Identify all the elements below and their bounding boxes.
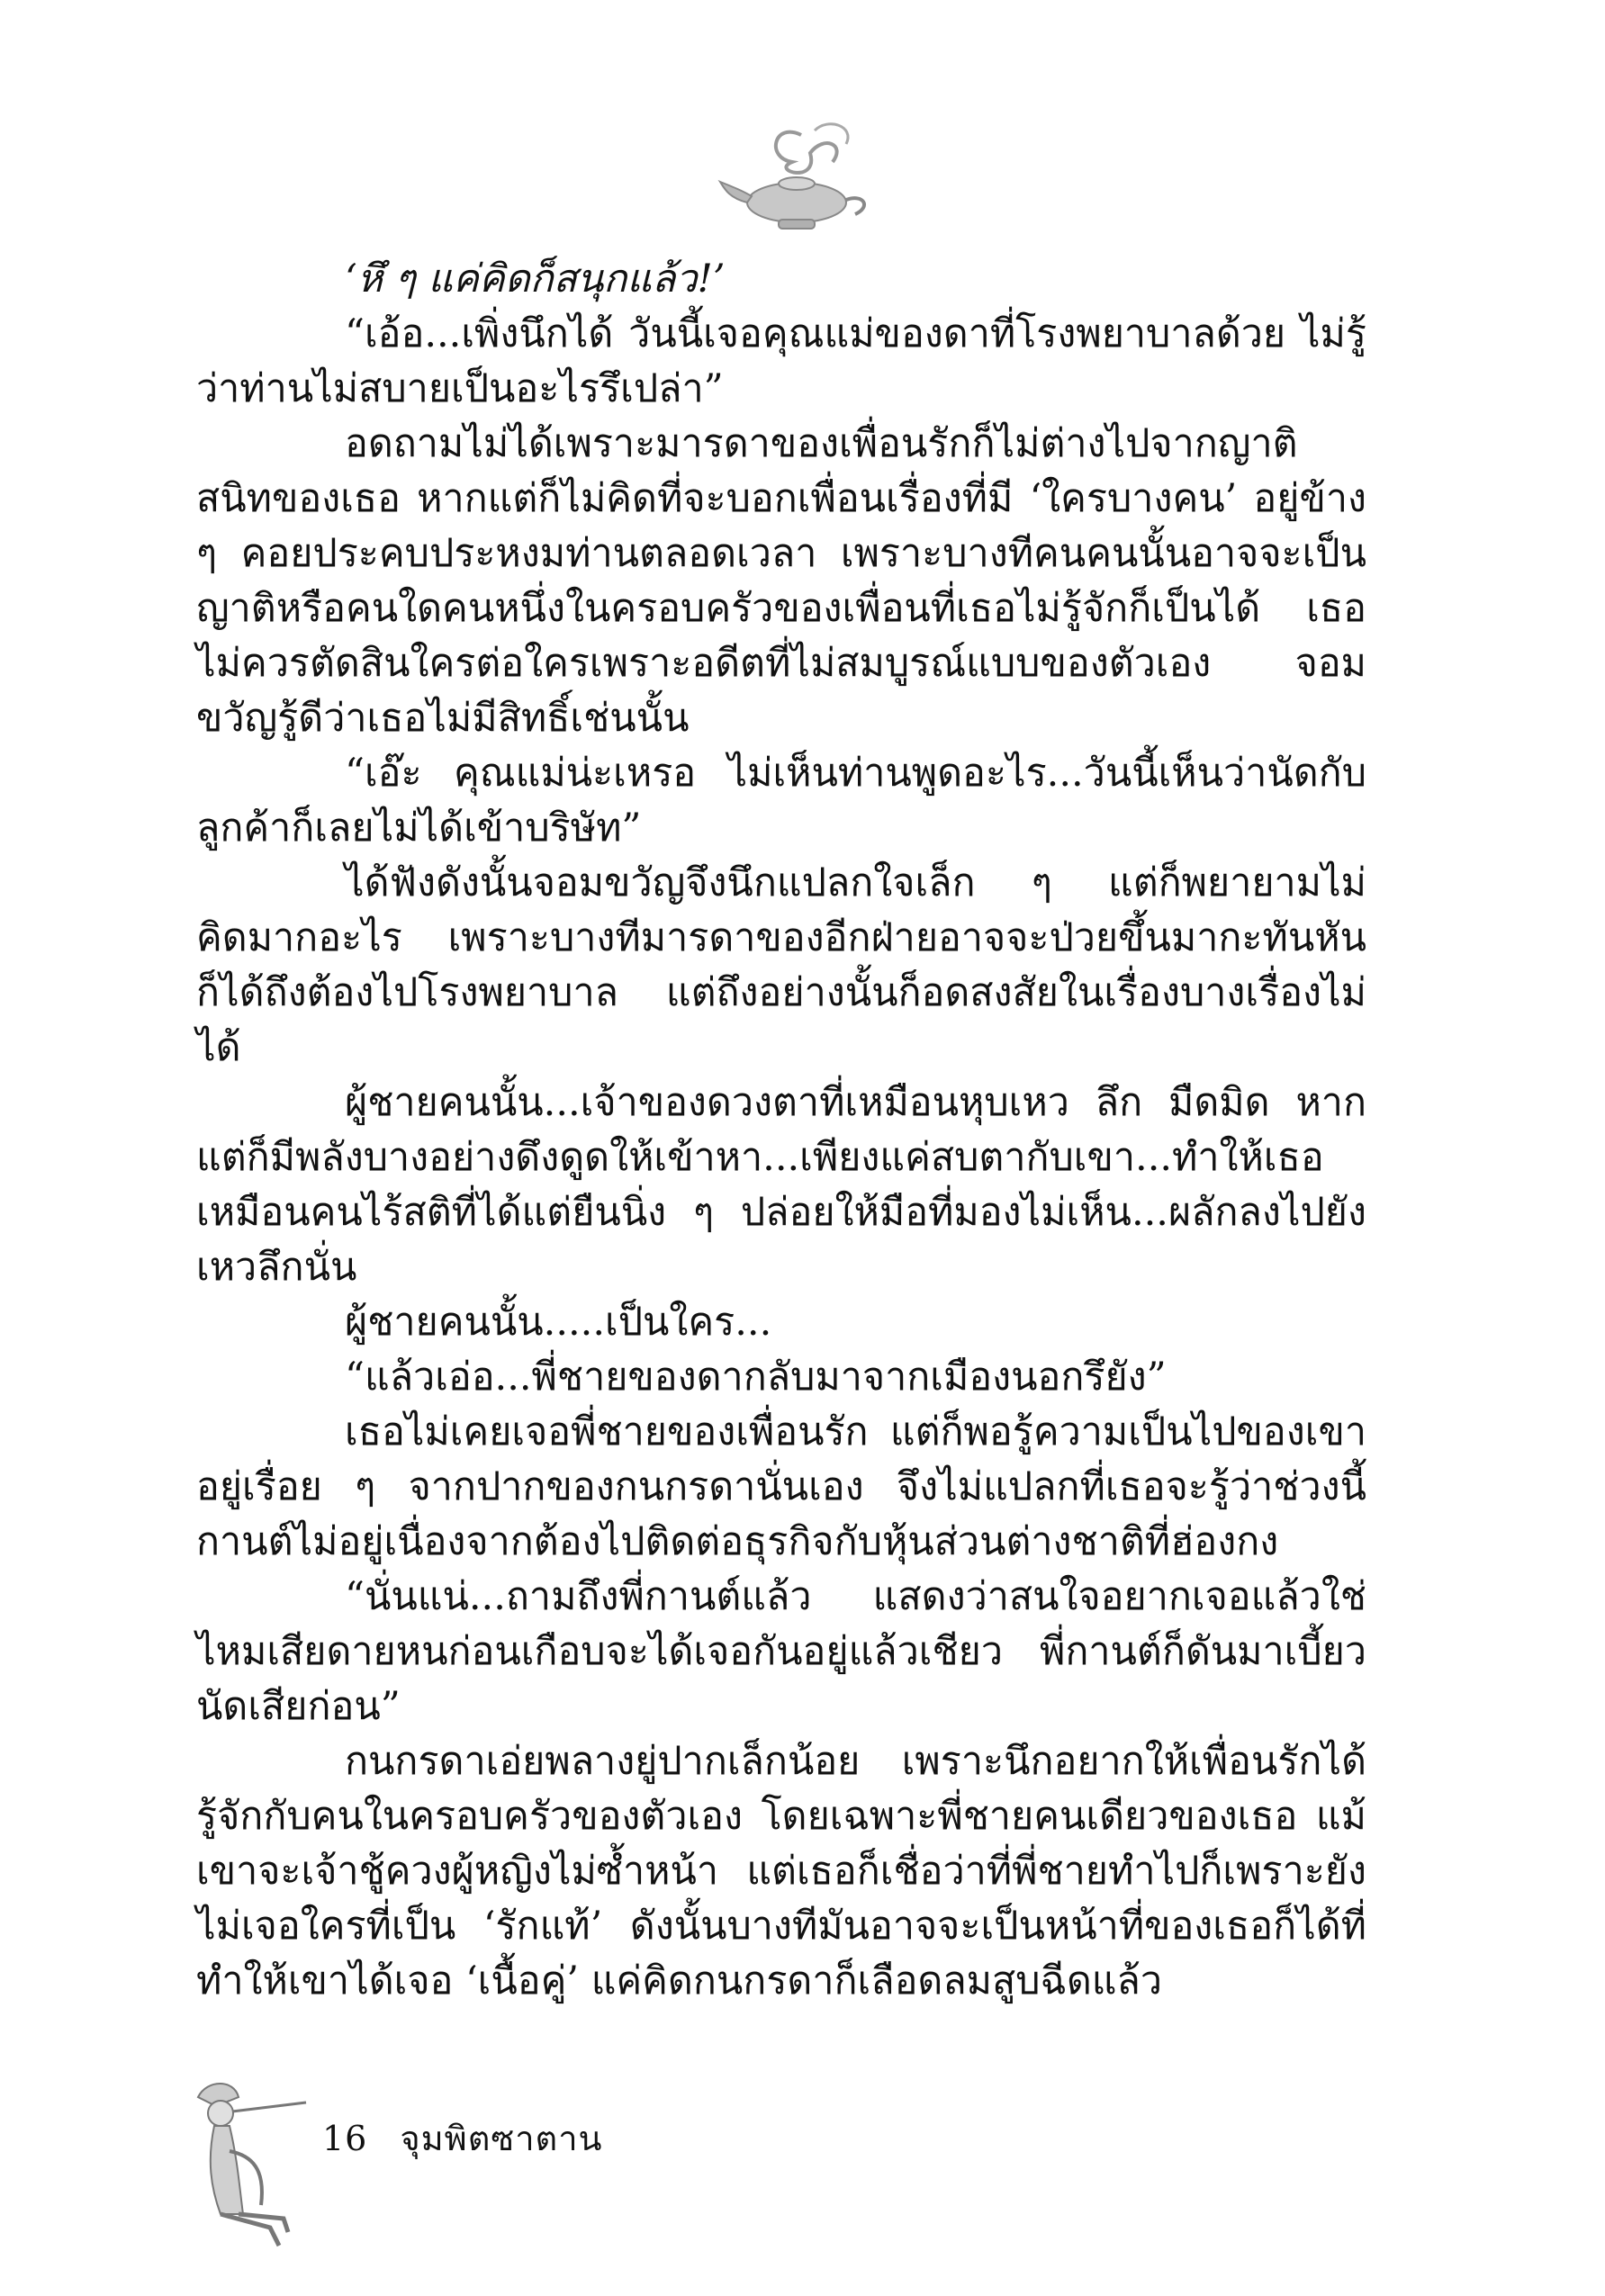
- page-number: 16: [322, 2119, 368, 2158]
- paragraph: ผู้ชายคนนั้น.....เป็นใคร...: [345, 1300, 772, 1345]
- paragraph: เธอไม่เคยเจอพี่ชายของเพื่อนรัก แต่ก็พอรู้ความเป็นไปของเขาอยู่เรื่อย ๆ จากปากของกนกรดานั่นเอง จึงไม่แปลกที่เธอจะรู้ว่าช่วงนี้กานต์ไม่อยู่เนื่องจากต้องไปติดต่อธุรกิจกับหุ้นส่วนต่างชาติที่ฮ่องกง: [196, 1409, 1366, 1564]
- magic-lamp-icon: [711, 117, 891, 234]
- paragraph: “นั่นแน่...ถามถึงพี่กานต์แล้ว แสดงว่าสนใจอยากเจอแล้วใช่ไหมเสียดายหนก่อนเกือบจะได้เจอกันอยู่แล้วเชียว พี่กานต์ก็ดันมาเบี้ยวนัดเสียก่อน”: [196, 1574, 1366, 1729]
- paragraph: “เอ๊ะ คุณแม่น่ะเหรอ ไม่เห็นท่านพูดอะไร...วันนี้เห็นว่านัดกับลูกค้าก็เลยไม่ได้เข้าบริษัท”: [196, 751, 1366, 851]
- book-title: จุมพิตซาตาน: [400, 2119, 603, 2158]
- paragraph: “เอ้อ...เพิ่งนึกได้ วันนี้เจอคุณแม่ของดาที่โรงพยาบาลด้วย ไม่รู้ว่าท่านไม่สบายเป็นอะไรรึเปล่า”: [196, 311, 1366, 411]
- paragraph: ได้ฟังดังนั้นจอมขวัญจึงนึกแปลกใจเล็ก ๆ แต่ก็พยายามไม่คิดมากอะไร เพราะบางทีมารดาของอีกฝ่ายอาจจะป่วยขึ้นมากะทันหันก็ได้ถึงต้องไปโรงพยาบาล แต่ถึงอย่างนั้นก็อดสงสัยในเรื่องบางเรื่องไม่ได้: [196, 860, 1366, 1070]
- paragraph: ‘หึ ๆ แค่คิดก็สนุกแล้ว!’: [345, 257, 726, 302]
- body-text: [196, 252, 1366, 2009]
- sitting-figure-icon: [180, 2070, 315, 2250]
- page-footer: [322, 2111, 636, 2165]
- paragraph: กนกรดาเอ่ยพลางยู่ปากเล็กน้อย เพราะนึกอยากให้เพื่อนรักได้รู้จักกับคนในครอบครัวของตัวเอง โดยเฉพาะพี่ชายคนเดียวของเธอ แม้เขาจะเจ้าชู้ควงผู้หญิงไม่ซ้ำหน้า แต่เธอก็เชื่อว่าที่พี่ชายทำไปก็เพราะยังไม่เจอใครที่เป็น ‘รักแท้’ ดังนั้นบางทีมันอาจจะเป็นหน้าที่ของเธอก็ได้ที่ทำให้เขาได้เจอ ‘เนื้อคู่’ แค่คิดกนกรดาก็เลือดลมสูบฉีดแล้ว: [196, 1739, 1366, 2003]
- paragraph: ผู้ชายคนนั้น...เจ้าของดวงตาที่เหมือนหุบเหว ลึก มืดมิด หากแต่ก็มีพลังบางอย่างดึงดูดให้เข้าหา...เพียงแค่สบตากับเขา...ทำให้เธอเหมือนคนไร้สติที่ได้แต่ยืนนิ่ง ๆ ปล่อยให้มือที่มองไม่เห็น...ผลักลงไปยังเหวลึกนั่น: [196, 1080, 1366, 1290]
- paragraph: อดถามไม่ได้เพราะมารดาของเพื่อนรักก็ไม่ต่างไปจากญาติสนิทของเธอ หากแต่ก็ไม่คิดที่จะบอกเพื่อนเรื่องที่มี ‘ใครบางคน’ อยู่ข้าง ๆ คอยประคบประหงมท่านตลอดเวลา เพราะบางทีคนคนนั้นอาจจะเป็นญาติหรือคนใดคนหนึ่งในครอบครัวของเพื่อนที่เธอไม่รู้จักก็เป็นได้ เธอไม่ควรตัดสินใครต่อใครเพราะอดีตที่ไม่สมบูรณ์แบบของตัวเอง จอมขวัญรู้ดีว่าเธอไม่มีสิทธิ์เช่นนั้น: [196, 421, 1366, 741]
- paragraph: “แล้วเอ่อ...พี่ชายของดากลับมาจากเมืองนอกรึยัง”: [345, 1355, 1167, 1400]
